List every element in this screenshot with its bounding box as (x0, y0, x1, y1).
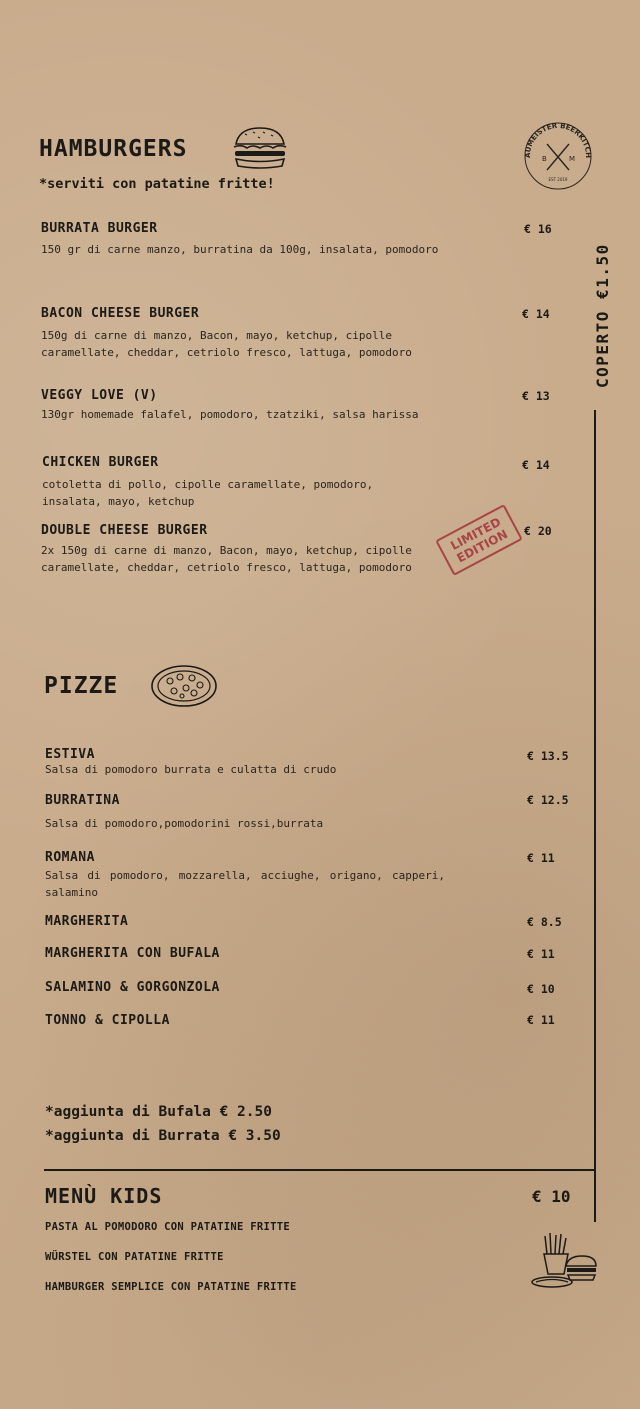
extra-note: *aggiunta di Bufala € 2.50 (45, 1104, 272, 1120)
menu-item-price: € 10 (527, 982, 555, 996)
menu-item-price: € 12.5 (527, 793, 569, 807)
menu-item-desc: Salsa di pomodoro,pomodorini rossi,burrata (45, 817, 324, 830)
menu-item-name: ROMANA (45, 850, 95, 865)
hamburgers-subtitle: *serviti con patatine fritte! (39, 176, 275, 192)
limited-edition-stamp: LIMITED EDITION (435, 504, 523, 576)
menu-item-price: € 16 (524, 222, 552, 236)
pizze-title: PIZZE (44, 673, 119, 699)
kids-price: € 10 (532, 1187, 571, 1206)
menu-item-desc: Salsa di pomodoro burrata e culatta di crudo (45, 763, 337, 776)
menu-item-desc: 150g di carne di manzo, Bacon, mayo, ketchup, cipolle caramellate, cheddar, cetriolo fresco, lattuga, pomodoro (41, 329, 412, 359)
menu-item-name: BURRATINA (45, 793, 120, 808)
menu-item-desc: cotoletta di pollo, cipolle caramellate, pomodoro, insalata, mayo, ketchup (42, 478, 374, 508)
menu-item-desc: Salsa di pomodoro, mozzarella, acciughe, origano, capperi, salamino (45, 869, 445, 899)
kids-item: HAMBURGER SEMPLICE CON PATATINE FRITTE (45, 1281, 297, 1293)
kids-item: PASTA AL POMODORO CON PATATINE FRITTE (45, 1221, 290, 1233)
menu-item-name: MARGHERITA (45, 914, 129, 929)
kids-item: WÜRSTEL CON PATATINE FRITTE (45, 1251, 224, 1263)
burger-icon (231, 124, 289, 174)
menu-item-desc: 2x 150g di carne di manzo, Bacon, mayo, ketchup, cipolle caramellate, cheddar, cetriolo fresco, lattuga, pomodoro (41, 544, 412, 574)
menu-item-name: TONNO & CIPOLLA (45, 1013, 170, 1028)
svg-text:B: B (542, 155, 547, 163)
menu-item-desc: 130gr homemade falafel, pomodoro, tzatziki, salsa harissa (41, 408, 419, 421)
menu-item-name: DOUBLE CHEESE BURGER (41, 523, 208, 538)
brand-logo (520, 118, 596, 198)
menu-item-name: BACON CHEESE BURGER (41, 306, 200, 321)
menu-item-price: € 14 (522, 307, 550, 321)
menu-item-price: € 20 (524, 524, 552, 538)
svg-text:EST 2019: EST 2019 (548, 177, 568, 182)
menu-item-price: € 11 (527, 1013, 555, 1027)
svg-text:BRAUMEISTER BEERKITCHEN: AUMEISTER BEERKITCH (523, 121, 593, 159)
menu-item-name: VEGGY LOVE (V) (41, 388, 158, 403)
menu-item-desc: 150 gr di carne manzo, burratina da 100g, insalata, pomodoro (41, 243, 439, 256)
menu-item-price: € 8.5 (527, 915, 562, 929)
kids-meal-icon (530, 1230, 598, 1296)
menu-item-name: CHICKEN BURGER (42, 455, 159, 470)
svg-text:M: M (569, 155, 576, 163)
divider-horizontal (44, 1169, 596, 1171)
menu-item-price: € 13.5 (527, 749, 569, 763)
menu-item-name: SALAMINO & GORGONZOLA (45, 980, 220, 995)
menu-item-price: € 11 (527, 947, 555, 961)
coperto-label: COPERTO €1.50 (593, 243, 612, 388)
extra-note: *aggiunta di Burrata € 3.50 (45, 1128, 281, 1144)
hamburgers-title: HAMBURGERS (39, 136, 188, 162)
divider-vertical (594, 410, 596, 1222)
menu-item-name: ESTIVA (45, 747, 95, 762)
kids-title: MENÙ KIDS (45, 1184, 163, 1208)
menu-item-name: MARGHERITA CON BUFALA (45, 946, 220, 961)
menu-item-price: € 11 (527, 851, 555, 865)
menu-item-name: BURRATA BURGER (41, 221, 158, 236)
pizza-icon (150, 663, 218, 713)
menu-item-price: € 14 (522, 458, 550, 472)
menu-item-price: € 13 (522, 389, 550, 403)
